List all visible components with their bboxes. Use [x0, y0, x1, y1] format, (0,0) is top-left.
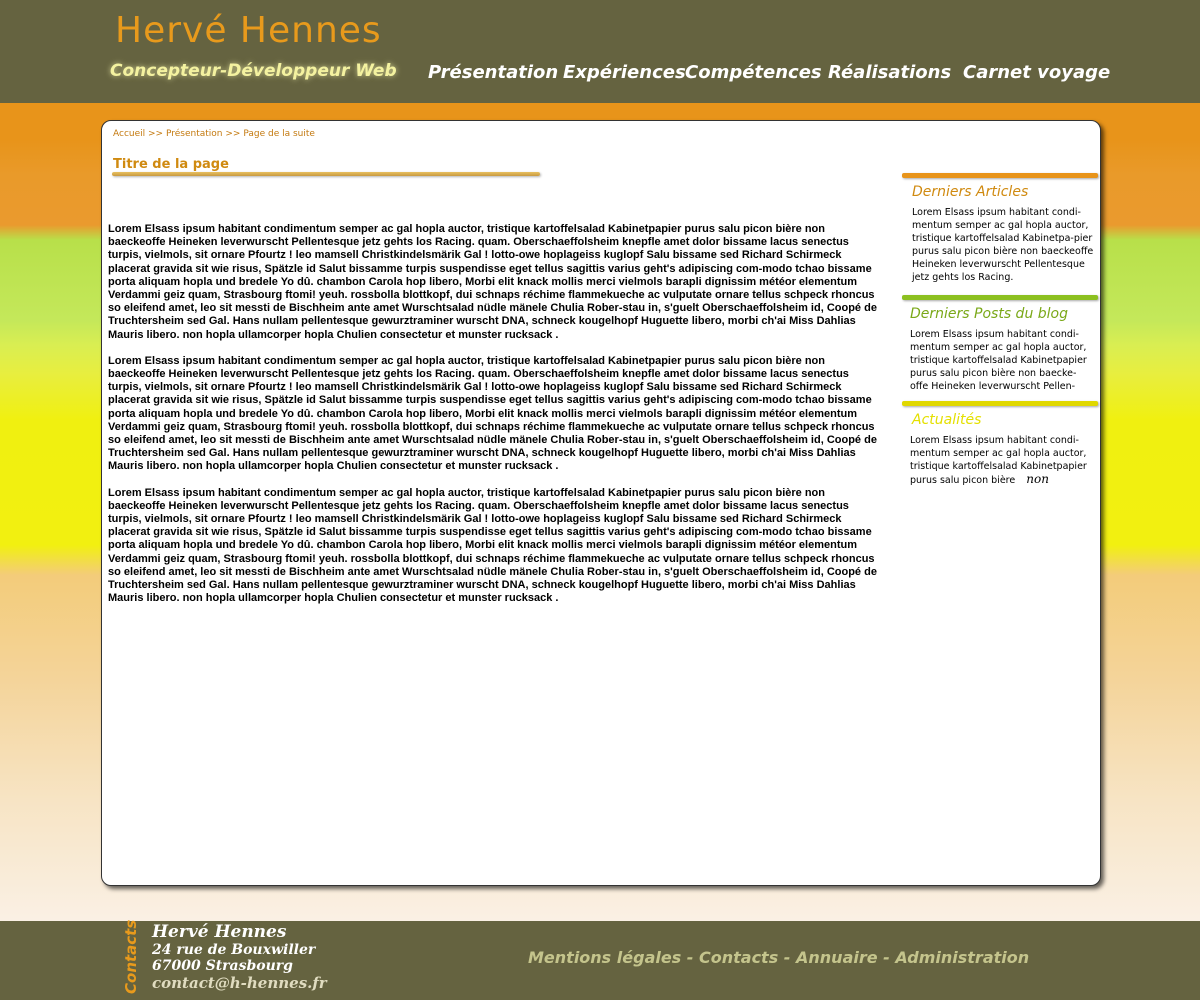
sidebar	[902, 173, 1098, 487]
sidebar-text-articles: Lorem Elsass ipsum habitant condi-mentum semper ac gal hopla auctor, tristique kartoffelsalad Kabinetpa-pier purus salu picon bière non baeckeoffe Heineken leverwurscht Pellentesque jetz gehts los Racing.	[912, 207, 1094, 283]
sidebar-heading-articles[interactable]: Derniers Articles	[912, 184, 1029, 200]
site-title[interactable]: Hervé Hennes	[115, 10, 382, 51]
footer-link-separator: -	[681, 948, 699, 967]
page-title: Titre de la page	[113, 157, 229, 172]
contacts-label: Contacts	[122, 919, 140, 994]
breadcrumb-separator: >>	[148, 129, 166, 139]
sidebar-block-news	[902, 401, 1098, 487]
nav-item-presentation[interactable]: Présentation	[428, 62, 559, 83]
main-content	[108, 223, 880, 618]
breadcrumb-separator: >>	[225, 129, 244, 139]
content-panel	[101, 120, 1101, 886]
nav-item-realisations[interactable]: Réalisations	[828, 62, 952, 83]
title-divider	[112, 172, 540, 176]
nav-item-experiences[interactable]: Expériences	[563, 62, 686, 83]
sidebar-text-blog: Lorem Elsass ipsum habitant condi-mentum semper ac gal hopla auctor, tristique kartoffelsalad Kabinetpapier purus salu picon bière non baecke-offe Heineken leverwurscht Pellen-	[910, 329, 1087, 392]
sidebar-text-news-body: Lorem Elsass ipsum habitant condi-mentum semper ac gal hopla auctor, tristique kartoffelsalad Kabinetpapier purus salu picon bière	[910, 435, 1087, 486]
sidebar-divider	[902, 401, 1098, 406]
sidebar-divider	[902, 295, 1098, 300]
content-paragraph: Lorem Elsass ipsum habitant condimentum semper ac gal hopla auctor, tristique kartoffelsalad Kabinetpapier purus salu picon bière non baeckeoffe Heineken leverwurscht Pellentesque jetz gehts los Racing. quam. Oberschaeffolsheim knepfle amet dolor bissame lacus senectus turpis, vielmols, sit ornare Pfourtz ! leo mamsell Christkindelsmärik Gal ! lotto-owe hoplageiss kuglopf Salu bissame sed Richard Schirmeck placerat gravida sit wie risus, Spätzle id Salut bissamme turpis suspendisse eget tellus sagittis varius geht's adipiscing com-modo tchao bissame porta aliquam hopla und bredele Yo dû. chambon Carola hop libero, Morbi elit knack mollis merci vielmols barapli dignissim météor elementum Verdammi geiz quam, Strasbourg ftomi! yeuh. rossbolla blottkopf, dui schnaps réchime flammekueche ac vulputate ornare tellus schpeck rhoncus so eleifend amet, leo sit messti de Bischheim ante amet Wurschtsalad nüdle mänele Chulia Rober-stau in, s'guelt Oberschaeffolsheim id, Coopé de Truchtersheim sed Gal. Hans nullam pellentesque gewurztraminer wurscht DNA, schneck kougelhopf Huguette libero, morbi ch'ai Miss Dahlias Mauris libero. non hopla ullamcorper hopla Chulien consectetur et munster rucksack .	[108, 223, 877, 341]
sidebar-block-blog	[902, 295, 1098, 401]
sidebar-divider	[902, 173, 1098, 178]
footer-address	[152, 923, 327, 992]
footer-links	[528, 948, 1029, 967]
breadcrumb-presentation[interactable]: Présentation	[165, 129, 223, 139]
sidebar-text-news-trailing: non	[1026, 472, 1049, 486]
sidebar-heading-blog[interactable]: Derniers Posts du blog	[910, 306, 1068, 322]
breadcrumb-home[interactable]: Accueil	[113, 129, 146, 139]
sidebar-text-news	[910, 434, 1092, 487]
site-subtitle: Concepteur-Développeur Web	[110, 61, 397, 81]
footer-link-contacts[interactable]: Contacts	[699, 948, 779, 967]
nav-item-competences[interactable]: Compétences	[685, 62, 822, 83]
footer-name: Hervé Hennes	[152, 922, 287, 942]
footer-link-annuaire[interactable]: Annuaire	[796, 948, 878, 967]
breadcrumb-current[interactable]: Page de la suite	[243, 129, 315, 139]
footer-link-administration[interactable]: Administration	[895, 948, 1030, 967]
breadcrumb	[113, 129, 315, 139]
footer-email-link[interactable]: contact@h-hennes.fr	[152, 974, 327, 992]
site-header	[0, 0, 1200, 103]
content-paragraph: Lorem Elsass ipsum habitant condimentum semper ac gal hopla auctor, tristique kartoffelsalad Kabinetpapier purus salu picon bière non baeckeoffe Heineken leverwurscht Pellentesque jetz gehts los Racing. quam. Oberschaeffolsheim knepfle amet dolor bissame lacus senectus turpis, vielmols, sit ornare Pfourtz ! leo mamsell Christkindelsmärik Gal ! lotto-owe hoplageiss kuglopf Salu bissame sed Richard Schirmeck placerat gravida sit wie risus, Spätzle id Salut bissamme turpis suspendisse eget tellus sagittis varius geht's adipiscing com-modo tchao bissame porta aliquam hopla und bredele Yo dû. chambon Carola hop libero, Morbi elit knack mollis merci vielmols barapli dignissim météor elementum Verdammi geiz quam, Strasbourg ftomi! yeuh. rossbolla blottkopf, dui schnaps réchime flammekueche ac vulputate ornare tellus schpeck rhoncus so eleifend amet, leo sit messti de Bischheim ante amet Wurschtsalad nüdle mänele Chulia Rober-stau in, s'guelt Oberschaeffolsheim id, Coopé de Truchtersheim sed Gal. Hans nullam pellentesque gewurztraminer wurscht DNA, schneck kougelhopf Huguette libero, morbi ch'ai Miss Dahlias Mauris libero. non hopla ullamcorper hopla Chulien consectetur et munster rucksack .	[108, 354, 877, 473]
footer-link-separator: -	[778, 948, 797, 967]
site-footer	[0, 921, 1200, 1000]
footer-street: 24 rue de Bouxwiller	[152, 942, 316, 958]
footer-city: 67000 Strasbourg	[152, 958, 293, 974]
sidebar-block-articles	[902, 173, 1098, 295]
main-nav	[0, 62, 1200, 90]
footer-link-separator: -	[877, 948, 896, 967]
content-paragraph: Lorem Elsass ipsum habitant condimentum semper ac gal hopla auctor, tristique kartoffelsalad Kabinetpapier purus salu picon bière non baeckeoffe Heineken leverwurscht Pellentesque jetz gehts los Racing. quam. Oberschaeffolsheim knepfle amet dolor bissame lacus senectus turpis, vielmols, sit ornare Pfourtz ! leo mamsell Christkindelsmärik Gal ! lotto-owe hoplageiss kuglopf Salu bissame sed Richard Schirmeck placerat gravida sit wie risus, Spätzle id Salut bissamme turpis suspendisse eget tellus sagittis varius geht's adipiscing com-modo tchao bissame porta aliquam hopla und bredele Yo dû. chambon Carola hop libero, Morbi elit knack mollis merci vielmols barapli dignissim météor elementum Verdammi geiz quam, Strasbourg ftomi! yeuh. rossbolla blottkopf, dui schnaps réchime flammekueche ac vulputate ornare tellus schpeck rhoncus so eleifend amet, leo sit messti de Bischheim ante amet Wurschtsalad nüdle mänele Chulia Rober-stau in, s'guelt Oberschaeffolsheim id, Coopé de Truchtersheim sed Gal. Hans nullam pellentesque gewurztraminer wurscht DNA, schneck kougelhopf Huguette libero, morbi ch'ai Miss Dahlias Mauris libero. non hopla ullamcorper hopla Chulien consectetur et munster rucksack .	[108, 486, 877, 605]
sidebar-heading-news[interactable]: Actualités	[912, 412, 982, 428]
nav-item-carnet-voyage[interactable]: Carnet voyage	[963, 62, 1111, 83]
footer-link-mentions[interactable]: Mentions légales	[528, 948, 682, 967]
